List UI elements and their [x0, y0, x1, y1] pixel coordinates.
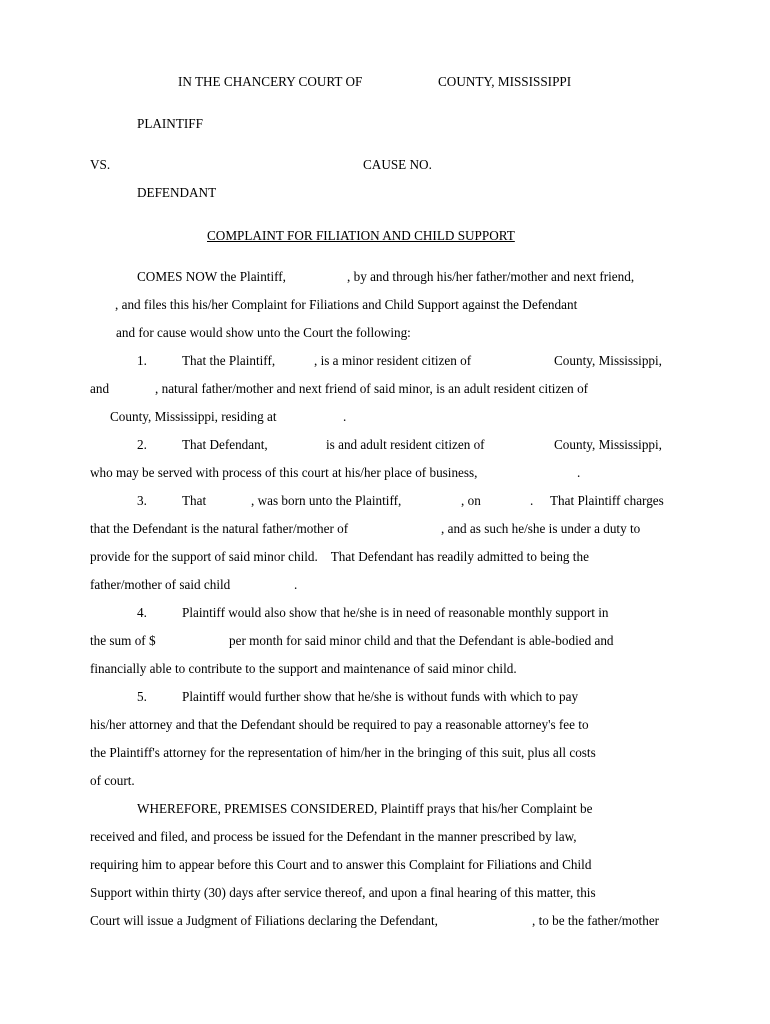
para-4-line-2b: per month for said minor child and that the Defendant is able-bodied and: [229, 633, 614, 648]
para-4-line-2a: the sum of $: [90, 633, 156, 648]
wherefore-line-1: WHEREFORE, PREMISES CONSIDERED, Plaintiff prays that his/her Complaint be: [137, 801, 593, 816]
versus-label: VS.: [90, 157, 111, 172]
intro-line-2: , and files this his/her Complaint for Filiations and Child Support against the Defendant: [115, 297, 578, 312]
para-3-line-2a: that the Defendant is the natural father/mother of: [90, 521, 349, 536]
para-3-line-3: provide for the support of said minor child. That Defendant has readily admitted to being the: [90, 549, 589, 564]
cause-number-label: CAUSE NO.: [363, 157, 432, 172]
intro-line-1a: COMES NOW the Plaintiff,: [137, 269, 286, 284]
document-title: COMPLAINT FOR FILIATION AND CHILD SUPPORT: [207, 228, 515, 243]
intro-line-1b: , by and through his/her father/mother and next friend,: [347, 269, 635, 284]
para-2-line-1a: That Defendant,: [182, 437, 268, 452]
para-3-line-4b: .: [294, 577, 298, 592]
wherefore-line-4: Support within thirty (30) days after service thereof, and upon a final hearing of this matter, this: [90, 885, 596, 900]
para-4-number: 4.: [137, 605, 147, 620]
para-5-line-1: Plaintiff would further show that he/she is without funds with which to pay: [182, 689, 579, 704]
defendant-label: DEFENDANT: [137, 185, 217, 200]
para-1-line-2b: , natural father/mother and next friend of said minor, is an adult resident citizen of: [155, 381, 589, 396]
wherefore-line-5b: , to be the father/mother: [532, 913, 660, 928]
plaintiff-label: PLAINTIFF: [137, 116, 203, 131]
para-3-line-1e: That Plaintiff charges: [550, 493, 664, 508]
para-5-line-2: his/her attorney and that the Defendant should be required to pay a reasonable attorney's fee to: [90, 717, 589, 732]
intro-line-3: and for cause would show unto the Court the following:: [116, 325, 411, 340]
wherefore-line-2: received and filed, and process be issued for the Defendant in the manner prescribed by law,: [90, 829, 577, 844]
para-5-line-3: the Plaintiff's attorney for the representation of him/her in the bringing of this suit, plus all costs: [90, 745, 596, 760]
court-name-suffix: COUNTY, MISSISSIPPI: [438, 74, 572, 89]
wherefore-line-5a: Court will issue a Judgment of Filiations declaring the Defendant,: [90, 913, 438, 928]
para-1-line-2a: and: [90, 381, 110, 396]
court-name-prefix: IN THE CHANCERY COURT OF: [178, 74, 363, 89]
para-3-line-1b: , was born unto the Plaintiff,: [251, 493, 402, 508]
para-2-number: 2.: [137, 437, 147, 452]
para-2-line-1b: is and adult resident citizen of: [326, 437, 485, 452]
para-2-line-1c: County, Mississippi,: [554, 437, 662, 452]
para-5-line-4: of court.: [90, 773, 135, 788]
para-2-line-2b: .: [577, 465, 581, 480]
para-3-line-2b: , and as such he/she is under a duty to: [441, 521, 641, 536]
para-4-line-1: Plaintiff would also show that he/she is in need of reasonable monthly support in: [182, 605, 609, 620]
para-3-line-1d: .: [530, 493, 534, 508]
para-1-line-3b: .: [343, 409, 347, 424]
para-5-number: 5.: [137, 689, 147, 704]
para-1-line-3a: County, Mississippi, residing at: [110, 409, 277, 424]
para-3-line-1a: That: [182, 493, 207, 508]
para-1-number: 1.: [137, 353, 147, 368]
wherefore-line-3: requiring him to appear before this Court and to answer this Complaint for Filiations and Child: [90, 857, 592, 872]
para-1-line-1c: County, Mississippi,: [554, 353, 662, 368]
para-1-line-1a: That the Plaintiff,: [182, 353, 276, 368]
para-1-line-1b: , is a minor resident citizen of: [314, 353, 472, 368]
para-3-number: 3.: [137, 493, 147, 508]
para-4-line-3: financially able to contribute to the support and maintenance of said minor child.: [90, 661, 517, 676]
para-2-line-2a: who may be served with process of this court at his/her place of business,: [90, 465, 478, 480]
para-3-line-1c: , on: [461, 493, 481, 508]
para-3-line-4a: father/mother of said child: [90, 577, 231, 592]
